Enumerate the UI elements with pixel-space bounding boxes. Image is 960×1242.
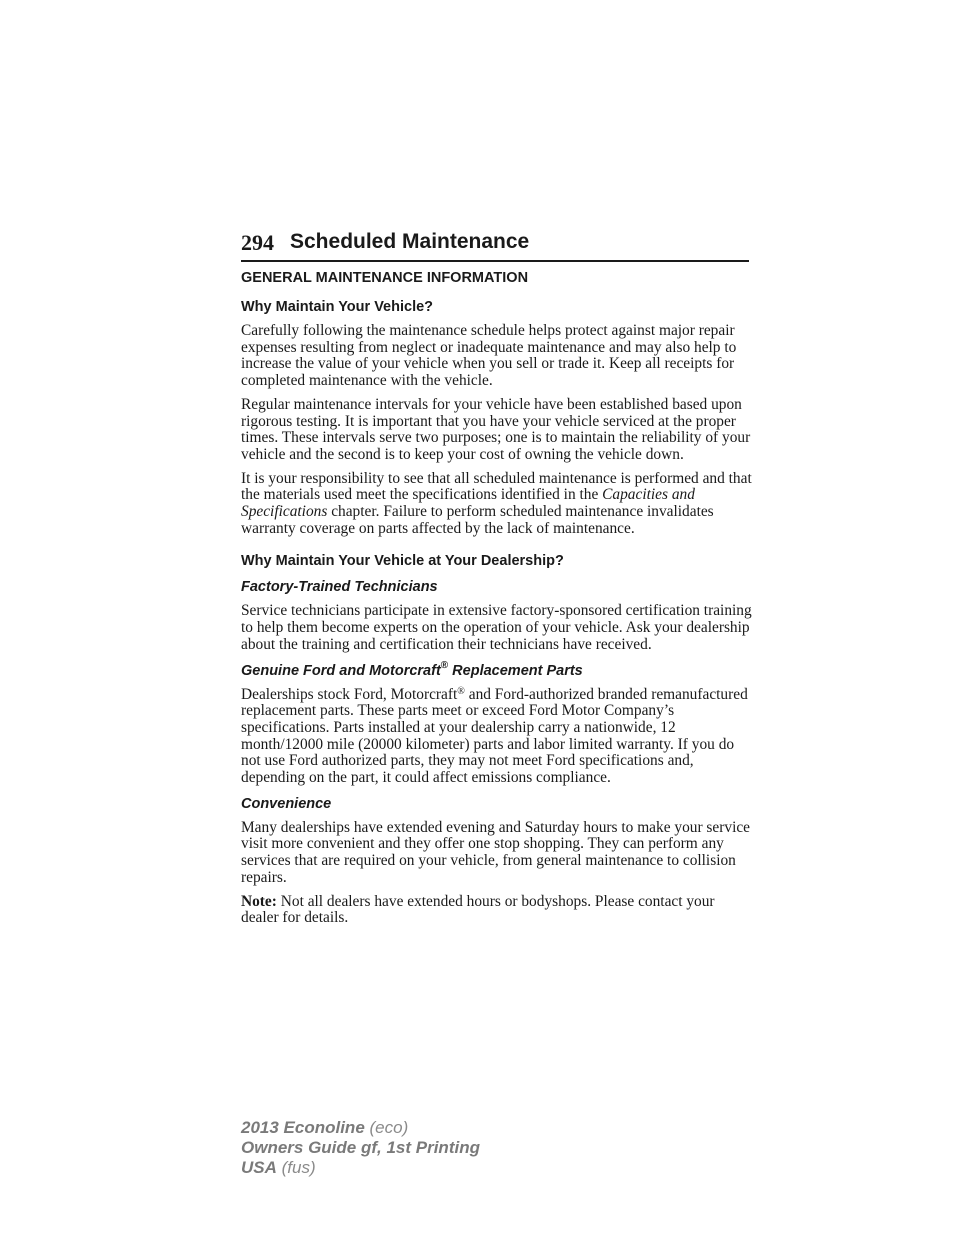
why-paragraph-2: Regular maintenance intervals for your vehicle have been established based upon rigorous testing. It is important that you have your vehicle serviced at the proper times. These intervals serve two purposes; one is to maintain the reliability of your vehicle and the second is to keep your cost of owning the vehicle down. <box>241 395 751 463</box>
chapter-title: Scheduled Maintenance <box>290 230 530 253</box>
parts-heading: Genuine Ford and Motorcraft® Replacement Parts <box>241 659 583 679</box>
convenience-heading: Convenience <box>241 795 332 812</box>
section-heading: GENERAL MAINTENANCE INFORMATION <box>241 270 529 286</box>
technicians-paragraph: Service technicians participate in extensive factory-sponsored certification training to help them become experts on the operation of your vehicle. Ask your dealership about the training and certification their technicians have received. <box>241 602 752 653</box>
convenience-paragraph: Many dealerships have extended evening and Saturday hours to make your service visit more convenient and they offer one stop shopping. They can perform any services that are required on your vehicle, from general maintenance to collision repairs. <box>241 818 751 886</box>
page-body <box>241 268 753 934</box>
footer-line-1: 2013 Econoline (eco) <box>241 1118 409 1137</box>
technicians-heading: Factory-Trained Technicians <box>241 579 438 596</box>
registered-mark: ® <box>457 685 465 697</box>
footer-line-2: Owners Guide gf, 1st Printing <box>241 1138 480 1157</box>
page-footer <box>241 1118 480 1178</box>
chapter-reference: Capacities and Specifications <box>241 486 695 521</box>
page-header <box>241 228 749 262</box>
note-paragraph: Note: Not all dealers have extended hours or bodyshops. Please contact your dealer for details. <box>241 892 715 927</box>
why-paragraph-3: It is your responsibility to see that all scheduled maintenance is performed and that the materials used meet the specifications identified in the Capacities and Specifications chapter. Failure to perform scheduled maintenance invalidates warranty coverage on parts affected by the lack of maintenance. <box>241 469 752 537</box>
why-maintain-heading: Why Maintain Your Vehicle? <box>241 299 434 315</box>
footer-line-3: USA (fus) <box>241 1158 316 1177</box>
page-number: 294 <box>241 230 274 255</box>
parts-paragraph: Dealerships stock Ford, Motorcraft® and Ford-authorized branded remanufactured replacement parts. These parts meet or exceed Ford Motor Company’s specifications. Parts installed at your dealership carry a nationwide, 12 month/12000 mile (20000 kilometer) parts and labor limited warranty. If you do not use Ford authorized parts, they may not meet Ford specifications and, depending on the part, it could affect emissions compliance. <box>241 685 748 787</box>
why-paragraph-1: Carefully following the maintenance schedule helps protect against major repair expenses resulting from neglect or inadequate maintenance and may also help to increase the value of your vehicle when you sell or trade it. Keep all receipts for completed maintenance with the vehicle. <box>241 322 737 390</box>
note-label: Note: <box>241 892 277 910</box>
registered-mark: ® <box>440 659 449 671</box>
dealership-heading: Why Maintain Your Vehicle at Your Dealership? <box>241 553 564 570</box>
